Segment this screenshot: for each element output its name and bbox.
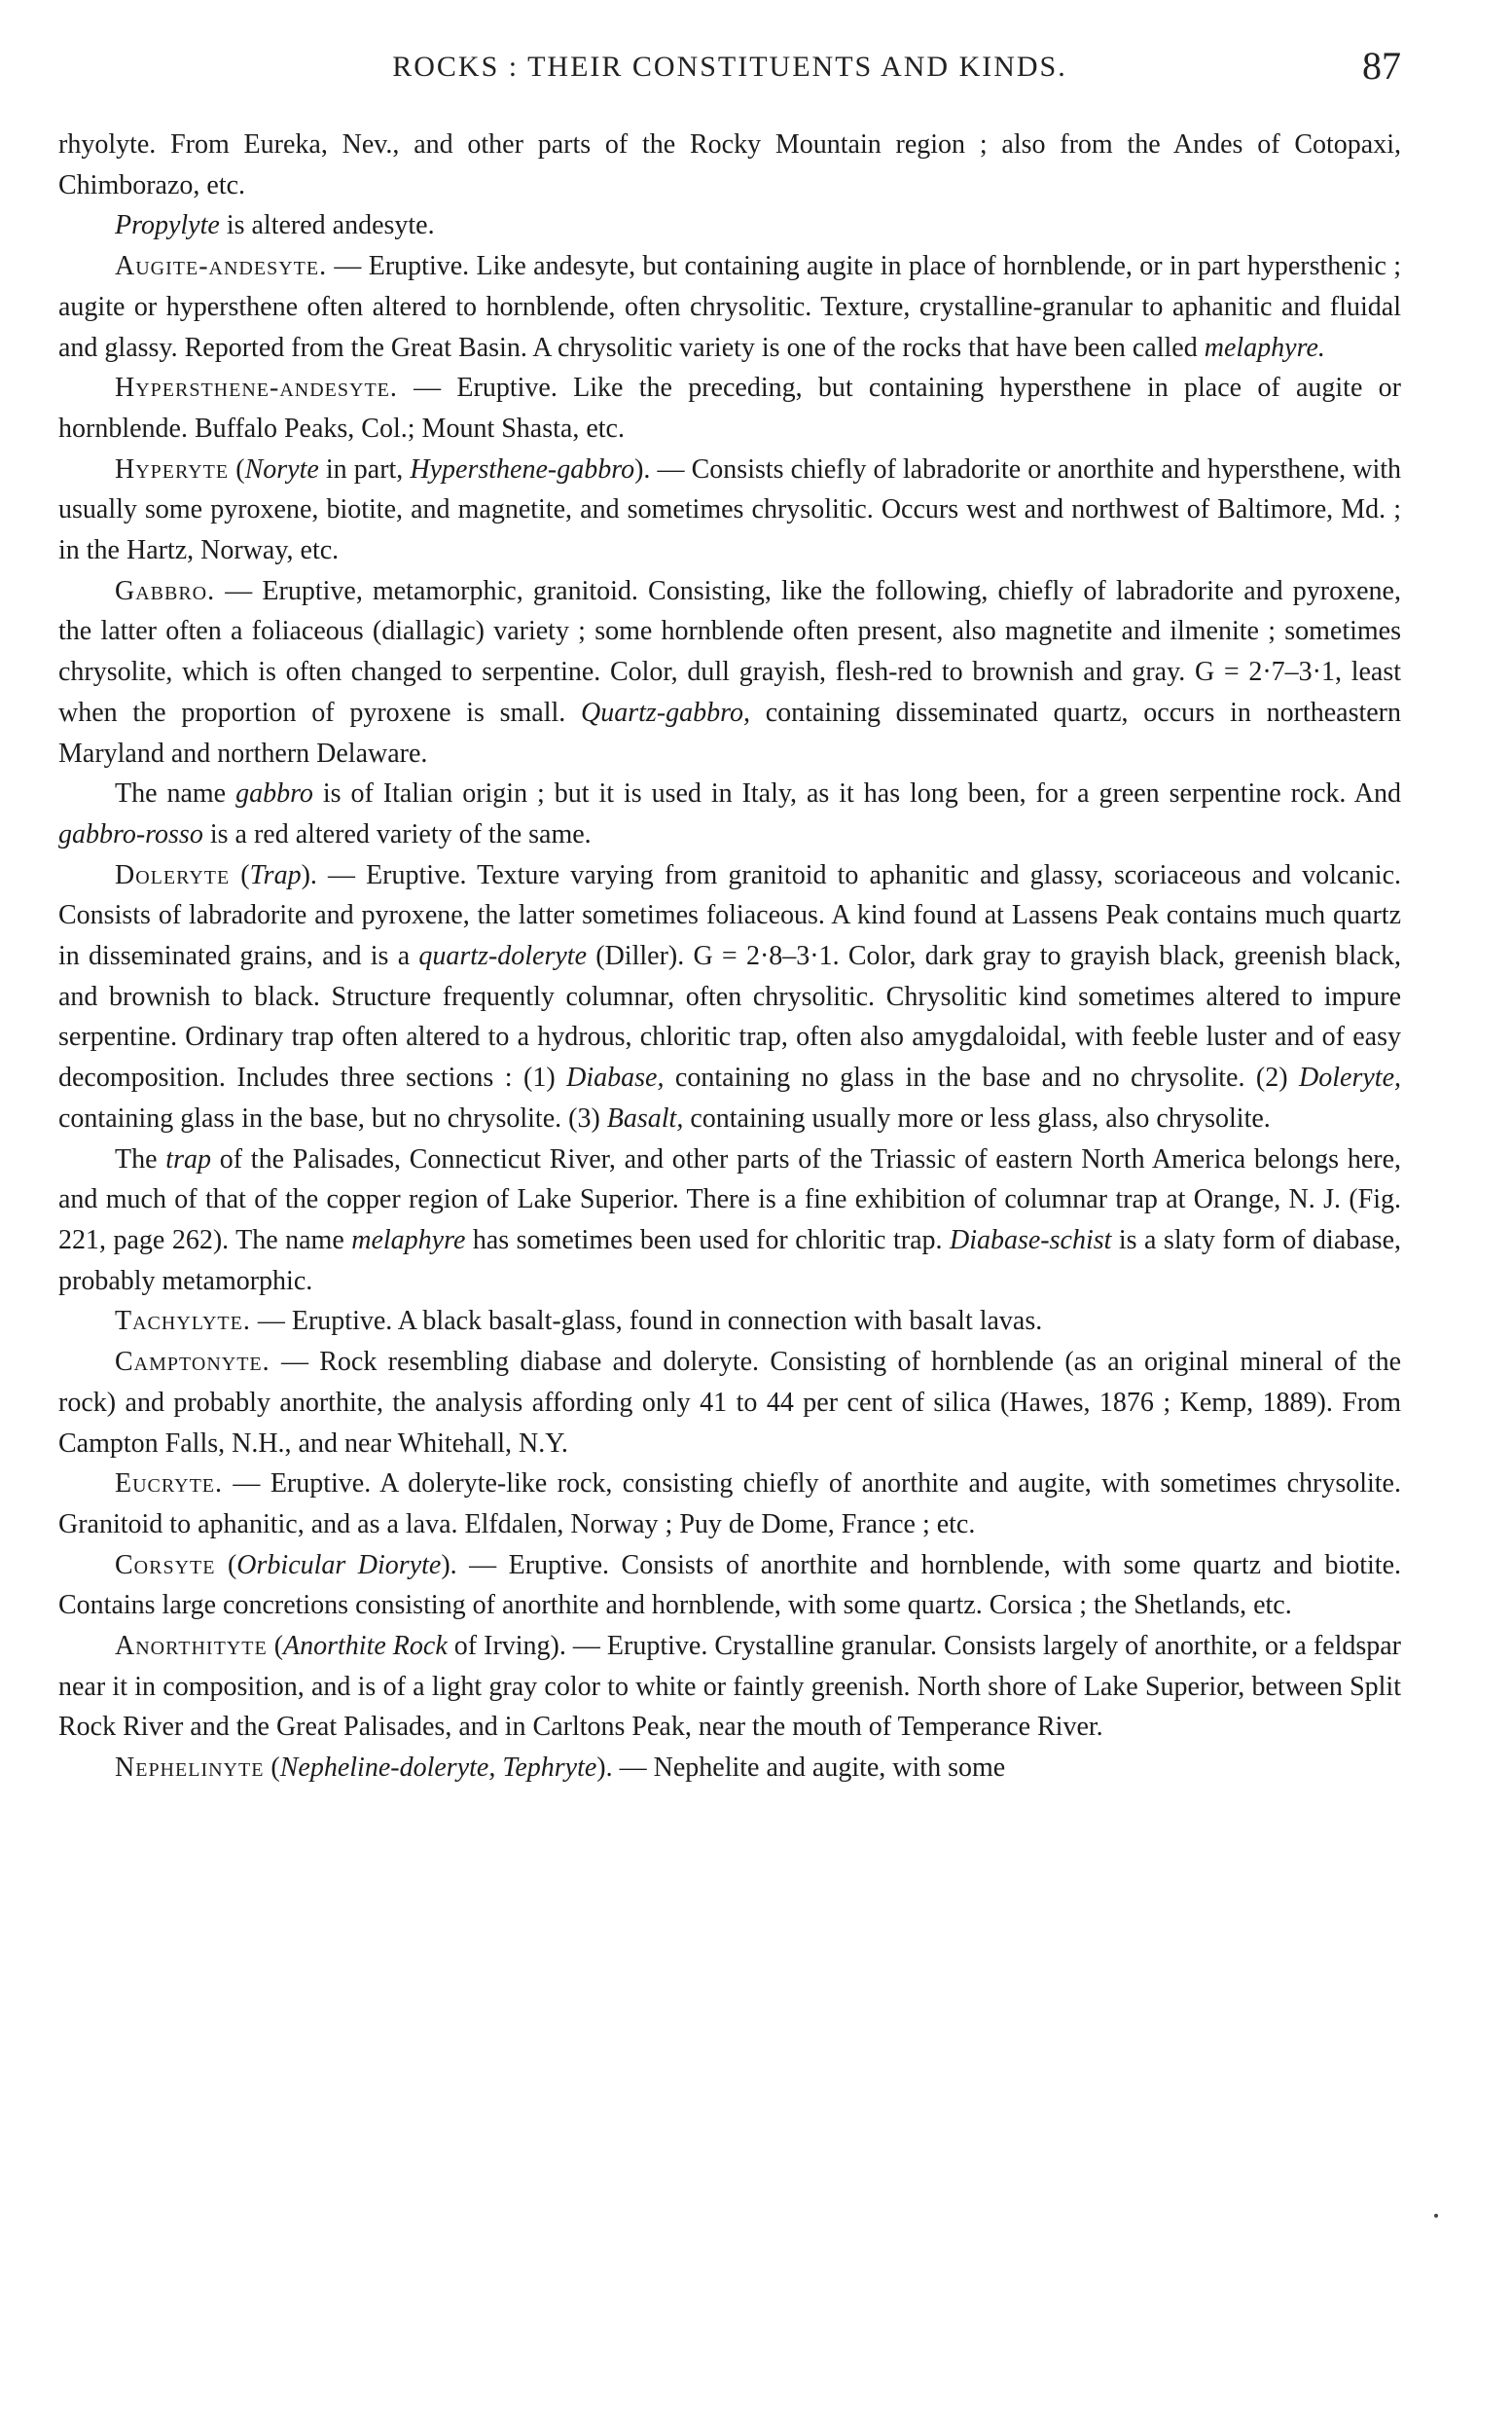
paragraph: [58, 1342, 1401, 1464]
paragraph: [58, 855, 1401, 1139]
italic-term: Noryte: [244, 453, 319, 485]
paragraph-text: (: [215, 1549, 237, 1580]
italic-term: Anorthite Rock: [283, 1631, 448, 1662]
paragraph: [58, 368, 1401, 449]
paragraph-text: containing no glass in the base and no chrysolite. (2): [664, 1063, 1300, 1094]
rock-name-heading: Augite-andesyte.: [115, 251, 328, 282]
italic-term: Nepheline-doleryte, Tephryte: [279, 1753, 597, 1784]
paragraph-text: (: [264, 1753, 280, 1784]
paragraph-text: in part,: [318, 453, 411, 485]
italic-term: gabbro-rosso: [58, 818, 203, 850]
paragraph: [58, 205, 1401, 246]
italic-term: melaphyre.: [1204, 332, 1325, 363]
paragraph-text: — Eruptive. Like the preceding, but containing hypersthene in place of augite or hornblende. Buffalo Peaks, Col.; Mount Shasta, etc.: [58, 373, 1401, 444]
italic-term: Hypersthene-gabbro: [410, 453, 635, 485]
paragraph: [58, 1301, 1401, 1342]
paragraph: [58, 1748, 1401, 1789]
italic-term: trap: [165, 1143, 211, 1175]
paragraph: [58, 774, 1401, 854]
rock-name-heading: Camptonyte.: [115, 1347, 270, 1378]
paragraph-text: is altered andesyte.: [219, 210, 435, 241]
italic-term: Diabase-schist: [949, 1224, 1112, 1255]
paragraph: [58, 1545, 1401, 1626]
paragraph-text: ). — Nephelite and augite, with some: [596, 1753, 1006, 1784]
paragraph: [58, 571, 1401, 775]
italic-term: Trap: [249, 859, 302, 890]
paragraph-text: (: [267, 1631, 284, 1662]
rock-name-heading: Anorthityte: [115, 1631, 268, 1662]
paragraph-text: ). — Eruptive. Consists of anorthite and hornblende, with some quartz and biotite. Contains large concretions consisting of anorthite and hornblende, with some quartz. Corsica ; the Shetlands, etc.: [58, 1549, 1401, 1621]
page-number: 87: [1362, 44, 1401, 88]
paragraph-text: of Irving). — Eruptive. Crystalline granular. Consists largely of anorthite, or a feldspar near it in composition, and is of a light gray color to white or faintly greenish. North shore of Lake Superior, between Split Rock River and the Great Palisades, and in Carltons Peak, near the mouth of Temperance River.: [58, 1631, 1401, 1743]
paragraph-text: ). — Consists chiefly of labradorite or anorthite and hypersthene, with usually some pyroxene, biotite, and magnetite, and sometimes chrysolitic. Occurs west and northwest of Baltimore, Md. ; in the Hartz, Norway, etc.: [58, 453, 1402, 566]
paragraph-text: (: [229, 453, 245, 485]
page-header: [58, 43, 1401, 91]
paragraph-text: — Eruptive. A black basalt-glass, found in connection with basalt lavas.: [250, 1306, 1043, 1337]
paragraph-text: of the Palisades, Connecticut River, and other parts of the Triassic of eastern North America belongs here, and much of that of the copper region of Lake Superior. There is a fine exhibition of columnar trap at Orange, N. J. (Fig. 221, page 262). The name: [58, 1143, 1402, 1255]
italic-term: Propylyte: [115, 210, 220, 241]
italic-term: Basalt,: [606, 1103, 684, 1134]
body-text: [58, 125, 1401, 1789]
paragraph: [58, 1626, 1401, 1748]
paragraph: [58, 1139, 1401, 1302]
paragraph-text: The: [115, 1143, 166, 1175]
paragraph-text: — Eruptive. Like andesyte, but containing augite in place of hornblende, or in part hypersthenic ; augite or hypersthene often altered to hornblende, often chrysolitic. Texture, crystalline-granular to aphanitic and fluidal and glassy. Reported from the Great Basin. A chrysolitic variety is one of the rocks that have been called: [58, 251, 1401, 363]
paragraph-text: is a slaty form of diabase, probably metamorphic.: [58, 1224, 1402, 1296]
paragraph: [58, 246, 1401, 368]
rock-name-heading: Eucryte.: [115, 1468, 223, 1500]
paragraph: [58, 125, 1401, 205]
rock-name-heading: Corsyte: [115, 1549, 216, 1580]
italic-term: melaphyre: [351, 1224, 466, 1255]
rock-name-heading: Hypersthene-andesyte.: [115, 373, 398, 404]
paragraph-text: has sometimes been used for chloritic trap.: [465, 1224, 950, 1255]
italic-term: quartz-doleryte: [418, 941, 588, 972]
rock-name-heading: Tachylyte.: [115, 1306, 251, 1337]
paragraph-text: — Eruptive, metamorphic, granitoid. Consisting, like the following, chiefly of labradorite and pyroxene, the latter often a foliaceous (diallagic) variety ; some hornblende often present, also magnetite and ilmenite ; sometimes chrysolite, which is often changed to serpentine. Color, dull grayish, flesh-red to brownish and gray. G = 2·7–3·1, least when the proportion of pyroxene is small.: [58, 575, 1401, 728]
italic-term: Quartz-gabbro,: [581, 697, 751, 728]
paragraph-text: containing usually more or less glass, also chrysolite.: [683, 1103, 1271, 1134]
italic-term: Doleryte,: [1299, 1063, 1402, 1094]
rock-name-heading: Nephelinyte: [115, 1753, 265, 1784]
paragraph: [58, 1464, 1401, 1544]
italic-term: gabbro: [235, 778, 313, 810]
rock-name-heading: Hyperyte: [115, 453, 230, 485]
paragraph-text: ). — Eruptive. Texture varying from granitoid to aphanitic and glassy, scoriaceous and volcanic. Consists of labradorite and pyroxene, the latter sometimes foliaceous. A kind found at Lassens Peak contains much quartz in disseminated grains, and is a: [58, 859, 1401, 972]
rock-name-heading: Gabbro.: [115, 575, 216, 606]
rock-name-heading: Doleryte: [115, 859, 231, 890]
paragraph-text: — Eruptive. A doleryte-like rock, consisting chiefly of anorthite and augite, with sometimes chrysolite. Granitoid to aphanitic, and as a lava. Elfdalen, Norway ; Puy de Dome, France ; etc.: [58, 1468, 1401, 1539]
italic-term: Orbicular Dioryte: [236, 1549, 442, 1580]
paragraph-text: — Rock resembling diabase and doleryte. Consisting of hornblende (as an original mineral of the rock) and probably anorthite, the analysis affording only 41 to 44 per cent of silica (Hawes, 1876 ; Kemp, 1889). From Campton Falls, N.H., and near Whitehall, N.Y.: [58, 1347, 1401, 1459]
paragraph-text: is a red altered variety of the same.: [202, 818, 592, 850]
italic-term: Diabase,: [566, 1063, 665, 1094]
paragraph-text: containing glass in the base, but no chrysolite. (3): [58, 1103, 607, 1134]
paragraph-text: rhyolyte. From Eureka, Nev., and other parts of the Rocky Mountain region ; also from the Andes of Cotopaxi, Chimborazo, etc.: [58, 129, 1401, 200]
paragraph-text: The name: [115, 778, 236, 810]
paragraph-text: containing disseminated quartz, occurs in northeastern Maryland and northern Delaware.: [58, 697, 1401, 769]
paragraph-text: is of Italian origin ; but it is used in Italy, as it has long been, for a green serpentine rock. And: [312, 778, 1401, 810]
paragraph-text: (Diller). G = 2·8–3·1. Color, dark gray to grayish black, greenish black, and brownish to black. Structure frequently columnar, often chrysolitic. Chrysolitic kind sometimes altered to impure serpentine. Ordinary trap often altered to a hydrous, chloritic trap, often also amygdaloidal, with feeble luster and of easy decomposition. Includes three sections : (1): [58, 941, 1401, 1094]
margin-mark: [1434, 2214, 1438, 2218]
paragraph-text: (: [230, 859, 250, 890]
paragraph: [58, 450, 1401, 571]
running-head: ROCKS : THEIR CONSTITUENTS AND KINDS.: [392, 51, 1067, 83]
